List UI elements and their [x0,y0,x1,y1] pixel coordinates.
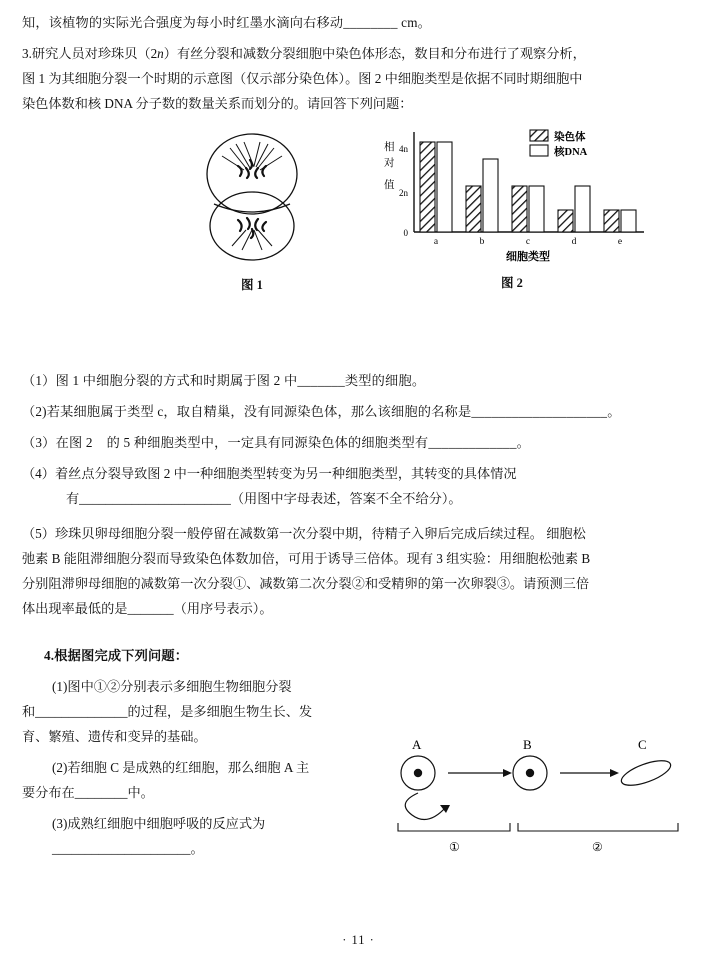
svg-text:d: d [571,237,577,247]
q4-title: 4.根据图完成下列问题： [44,648,189,663]
figure-2-caption: 图 2 [501,276,523,290]
q3-line2: 图 1 为其细胞分裂一个时期的示意图（仅示部分染色体）。图 2 中细胞类型是依据不同时期细胞中 [22,71,583,86]
q3-sub-5-line4: 体出现率最低的是_______（用序号表示）。 [22,601,273,616]
q3-sub-4 [22,461,697,511]
ytick-0: 0 [403,228,408,238]
q3-sub-5-line2: 弛素 B 能阻滞细胞分裂而导致染色体数加倍，可用于诱导三倍体。现有 3 组实验：用细胞松弛素 B [22,551,591,566]
q3-sub-2: （2)若某细胞属于类型 c，取自精巢，没有同源染色体，那么该细胞的名称是____________________。 [22,404,621,419]
figure-4 [390,735,690,855]
svg-text:e: e [617,237,623,247]
figure-2 [362,126,662,291]
figure-2-chart [362,126,662,266]
q3-line3: 染色体数和核 DNA 分子数的数量关系而划分的。请回答下列问题： [22,96,413,111]
figure-1 [172,126,332,293]
q4-sub-2-line2: 要分布在________中。 [22,785,154,800]
process-2-label: ② [592,840,603,854]
q3-sub-5 [22,521,697,621]
q3-sub-4-line1: （4）着丝点分裂导致图 2 中一种细胞类型转变为另一种细胞类型，其转变的具体情况 [22,466,517,481]
q3-sub-5-line3: 分别阻滞卵母细胞的减数第一次分裂①、减数第二次分裂②和受精卵的第一次卵裂③。请预测三倍 [22,576,590,591]
svg-text:染色体: 染色体 [554,132,586,143]
q4-sub-1-line2: 和______________的过程，是多细胞生物生长、发 [22,704,313,719]
q3-line1-n: n [157,46,164,61]
figure-1-caption: 图 1 [241,278,263,292]
question-4-text [22,674,382,861]
figure-4-drawing [390,735,690,855]
q3-sub-5-line1: （5）珍珠贝卵母细胞分裂一般停留在减数第一次分裂中期，待精子入卵后完成后续过程。 细胞松 [22,526,586,541]
q4-sub-1-line3: 育、繁殖、遗传和变异的基础。 [22,729,207,744]
svg-text:c: c [525,237,531,247]
process-1-label: ① [449,840,460,854]
page-content [22,10,697,861]
figures-row [22,126,697,296]
q3-sub-1: （1）图 1 中细胞分裂的方式和时期属于图 2 中_______类型的细胞。 [22,373,426,388]
q3-line1 [22,41,697,66]
q3-line1-part-a: 3.研究人员对珍珠贝（2 [22,46,158,61]
page-number: · 11 · [342,933,375,947]
cell-c-label: C [638,737,647,752]
q3-line1-part-b: ）有丝分裂和减数分裂细胞中染色体形态，数目和分布进行了观察分析， [163,46,586,61]
ytick-2n: 2n [399,188,408,198]
q3-sub-4-line2: 有_______________________（用图中字母表述，答案不全不给分）。 [66,491,462,506]
svg-text:核DNA: 核DNA [554,147,588,158]
ytick-4n: 4n [399,144,408,154]
paragraph-top: 知，该植物的实际光合强度为每小时红墨水滴向右移动________ cm。 [22,15,432,30]
svg-text:a: a [433,237,439,247]
q3-sub-3: （3）在图 2 的 5 种细胞类型中，一定具有同源染色体的细胞类型有_____________。 [22,435,531,450]
figure-1-drawing [172,126,332,266]
svg-text:细胞类型: 细胞类型 [506,251,550,263]
svg-text:相: 相 [384,142,395,153]
cell-b-label: B [523,737,532,752]
cell-a-label: A [412,737,422,752]
svg-text:对: 对 [384,158,395,169]
q4-sub-3: (3)成熟红细胞中细胞呼吸的反应式为_____________________。 [52,816,266,856]
svg-text:b: b [479,237,485,247]
question-3-stem [22,41,697,116]
q4-sub-1-line1: (1)图中①②分别表示多细胞生物细胞分裂 [52,679,292,694]
svg-text:值: 值 [384,180,395,191]
q4-sub-2-line1: (2)若细胞 C 是成熟的红细胞，那么细胞 A 主 [52,760,310,775]
